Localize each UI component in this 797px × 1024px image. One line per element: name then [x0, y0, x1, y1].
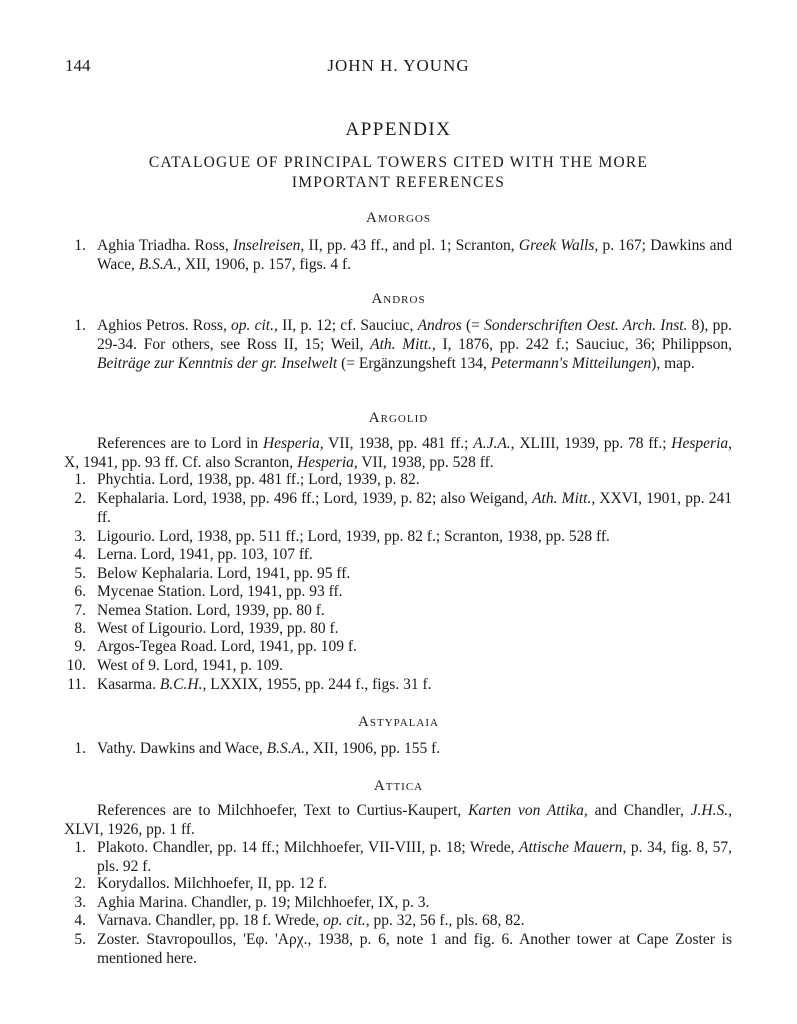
entry-number: 9. [74, 638, 86, 655]
catalogue-entry [62, 601, 732, 620]
entry-number: 11. [67, 676, 86, 693]
citation-text: References are to Milchhoefer, Text to Curtius-Kaupert, [97, 802, 469, 819]
catalogue-title-line: IMPORTANT REFERENCES [291, 174, 506, 191]
citation-text: Plakoto. Chandler, pp. 14 ff.; Milchhoefer, VII-VIII, p. 18; Wrede, [97, 839, 519, 856]
citation-text: XII, 1906, p. 157, figs. 4 f. [180, 256, 352, 273]
entry-number: 1. [74, 471, 86, 488]
citation-italic: J.H.S., [690, 802, 732, 819]
region-heading-attica: Attica [373, 778, 424, 794]
entry-number: 1. [74, 740, 86, 757]
citation-italic: Ath. Mitt., [370, 336, 436, 353]
citation-text: XLVI, 1926, pp. 1 ff. [64, 821, 195, 838]
citation-text: II, pp. 43 ff., and pl. 1; Scranton, [304, 237, 519, 254]
region-heading-amorgos: Amorgos [366, 210, 431, 226]
citation-text: p. 167; Dawkins and Wace, [97, 237, 732, 273]
catalogue-entry [62, 527, 732, 546]
citation-text: pp. 32, 56 f., pls. 68, 82. [369, 912, 525, 929]
citation-text: Below Kephalaria. Lord, 1941, pp. 95 ff. [97, 565, 351, 582]
citation-text: Argos-Tegea Road. Lord, 1941, pp. 109 f. [97, 638, 357, 655]
citation-text: Aghia Triadha. Ross, [97, 237, 233, 254]
citation-italic: Andros [417, 317, 462, 334]
entry-text [97, 739, 732, 758]
citation-text: Aghia Marina. Chandler, p. 19; Milchhoefer, IX, p. 3. [97, 894, 430, 911]
catalogue-title [110, 153, 687, 193]
entry-number: 5. [74, 931, 86, 948]
citation-italic: A.J.A., [473, 435, 515, 452]
entry-number: 7. [74, 602, 86, 619]
entry-text [97, 470, 732, 489]
citation-italic: op. cit., [231, 317, 278, 334]
citation-italic: Beiträge zur Kenntnis der gr. Inselwelt [97, 355, 338, 372]
catalogue-entry [62, 874, 732, 893]
citation-italic: Greek Walls, [518, 237, 599, 254]
citation-text: ), map. [651, 355, 695, 372]
appendix-title: APPENDIX [345, 119, 452, 140]
citation-text: References are to Lord in [97, 435, 263, 452]
entry-number: 3. [74, 528, 86, 545]
citation-text: XXVI, 1901, pp. 241 ff. [97, 490, 732, 526]
entry-number: 5. [74, 565, 86, 582]
citation-text: Mycenae Station. Lord, 1941, pp. 93 ff. [97, 583, 343, 600]
citation-text: Kephalaria. Lord, 1938, pp. 496 ff.; Lord, 1939, p. 82; also Weigand, [97, 490, 533, 507]
entry-text [97, 316, 732, 373]
citation-text: Aghios Petros. Ross, [97, 317, 232, 334]
entry-number: 6. [74, 583, 86, 600]
catalogue-entry [62, 911, 732, 930]
citation-text: VII, 1938, pp. 528 ff. [357, 454, 494, 471]
entry-number: 10. [66, 657, 86, 674]
citation-italic: Inselreisen, [232, 237, 305, 254]
entry-text [97, 893, 732, 912]
entry-number: 1. [74, 237, 86, 254]
citation-italic: Ath. Mitt., [532, 490, 596, 507]
citation-italic: B.S.A., [266, 740, 309, 757]
catalogue-title-line: CATALOGUE OF PRINCIPAL TOWERS CITED WITH THE MORE [148, 154, 649, 171]
entry-text [97, 564, 732, 583]
citation-text: X, 1941, pp. 93 ff. Cf. also Scranton, [64, 454, 298, 471]
catalogue-entry [62, 489, 732, 527]
entry-number: 4. [74, 912, 86, 929]
citation-text: p. 34, fig. 8, 57, pls. 92 f. [97, 839, 732, 875]
citation-italic: Sonderschriften Oest. Arch. Inst. [484, 317, 688, 334]
entry-text [97, 930, 732, 968]
citation-italic: Petermann's Mitteilungen [490, 355, 652, 372]
catalogue-entry [62, 675, 732, 694]
argolid-intro [64, 434, 732, 472]
citation-text: West of 9. Lord, 1941, p. 109. [97, 657, 284, 674]
catalogue-entry [62, 739, 732, 758]
citation-italic: Hesperia, [297, 454, 358, 471]
attica-intro [64, 801, 732, 839]
citation-text: and Chandler, [587, 802, 691, 819]
catalogue-entry [62, 236, 732, 274]
citation-text: Varnava. Chandler, pp. 18 f. Wrede, [97, 912, 324, 929]
citation-text: Nemea Station. Lord, 1939, pp. 80 f. [97, 602, 325, 619]
citation-italic: Hesperia, [671, 435, 732, 452]
entry-text [97, 545, 732, 564]
citation-italic: op. cit., [323, 912, 370, 929]
citation-italic: Attische Mauern, [518, 839, 627, 856]
catalogue-entry [62, 656, 732, 675]
page-number: 144 [65, 56, 91, 75]
entry-text [97, 656, 732, 675]
entry-number: 2. [74, 490, 86, 507]
entry-text [97, 582, 732, 601]
citation-text: Zoster. Stavropoullos, 'Εφ. 'Αρχ., 1938, p. 6, note 1 and fig. 6. Another tower at Cape Zoster is mentioned here. [97, 931, 732, 967]
region-heading-argolid: Argolid [368, 410, 429, 426]
citation-text: 8), pp. 29-34. For others, see Ross II, 15; Weil, [97, 317, 733, 353]
citation-text: Korydallos. Milchhoefer, II, pp. 12 f. [97, 875, 328, 892]
citation-text: Phychtia. Lord, 1938, pp. 481 ff.; Lord, 1939, p. 82. [97, 471, 420, 488]
citation-text: Vathy. Dawkins and Wace, [97, 740, 267, 757]
citation-text: VII, 1938, pp. 481 ff.; [323, 435, 474, 452]
entry-text [97, 911, 732, 930]
entry-text [97, 489, 732, 527]
catalogue-entry [62, 564, 732, 583]
entry-text [97, 527, 732, 546]
entry-number: 2. [74, 875, 86, 892]
citation-text: II, p. 12; cf. Sauciuc, [277, 317, 418, 334]
entry-number: 8. [74, 620, 86, 637]
entry-number: 1. [74, 839, 86, 856]
citation-text: I, 1876, pp. 242 f.; Sauciuc, 36; Philippson, [435, 336, 733, 353]
citation-text: (= [461, 317, 485, 334]
catalogue-entry [62, 545, 732, 564]
catalogue-entry [62, 582, 732, 601]
citation-text: XLIII, 1939, pp. 78 ff.; [514, 435, 672, 452]
entry-number: 4. [74, 546, 86, 563]
region-heading-andros: Andros [371, 291, 426, 307]
entry-text [97, 601, 732, 620]
citation-text: Kasarma. [97, 676, 160, 693]
entry-text [97, 874, 732, 893]
citation-text: Ligourio. Lord, 1938, pp. 511 ff.; Lord, 1939, pp. 82 f.; Scranton, 1938, pp. 528 ff. [97, 528, 610, 545]
running-head-author: JOHN H. YOUNG [327, 56, 470, 75]
citation-text: (= Ergänzungsheft 134, [337, 355, 491, 372]
citation-text: West of Ligourio. Lord, 1939, pp. 80 f. [97, 620, 339, 637]
entry-text [97, 675, 732, 694]
citation-text: Lerna. Lord, 1941, pp. 103, 107 ff. [97, 546, 313, 563]
citation-text: XII, 1906, pp. 155 f. [308, 740, 441, 757]
region-heading-astypalaia: Astypalaia [358, 714, 439, 730]
running-head [65, 56, 732, 78]
entry-text [97, 236, 732, 274]
entry-text [97, 637, 732, 656]
catalogue-entry [62, 470, 732, 489]
entry-text [97, 619, 732, 638]
catalogue-entry [62, 619, 732, 638]
citation-italic: Karten von Attika, [468, 802, 588, 819]
entry-number: 1. [74, 317, 86, 334]
entry-text [97, 838, 732, 876]
citation-italic: B.C.H., [159, 676, 207, 693]
entry-number: 3. [74, 894, 86, 911]
citation-italic: B.S.A., [138, 256, 181, 273]
catalogue-entry [62, 637, 732, 656]
catalogue-entry [62, 838, 732, 876]
catalogue-entry [62, 893, 732, 912]
citation-italic: Hesperia, [262, 435, 324, 452]
citation-text: LXXIX, 1955, pp. 244 f., figs. 31 f. [206, 676, 432, 693]
catalogue-entry [62, 316, 732, 373]
catalogue-entry [62, 930, 732, 968]
